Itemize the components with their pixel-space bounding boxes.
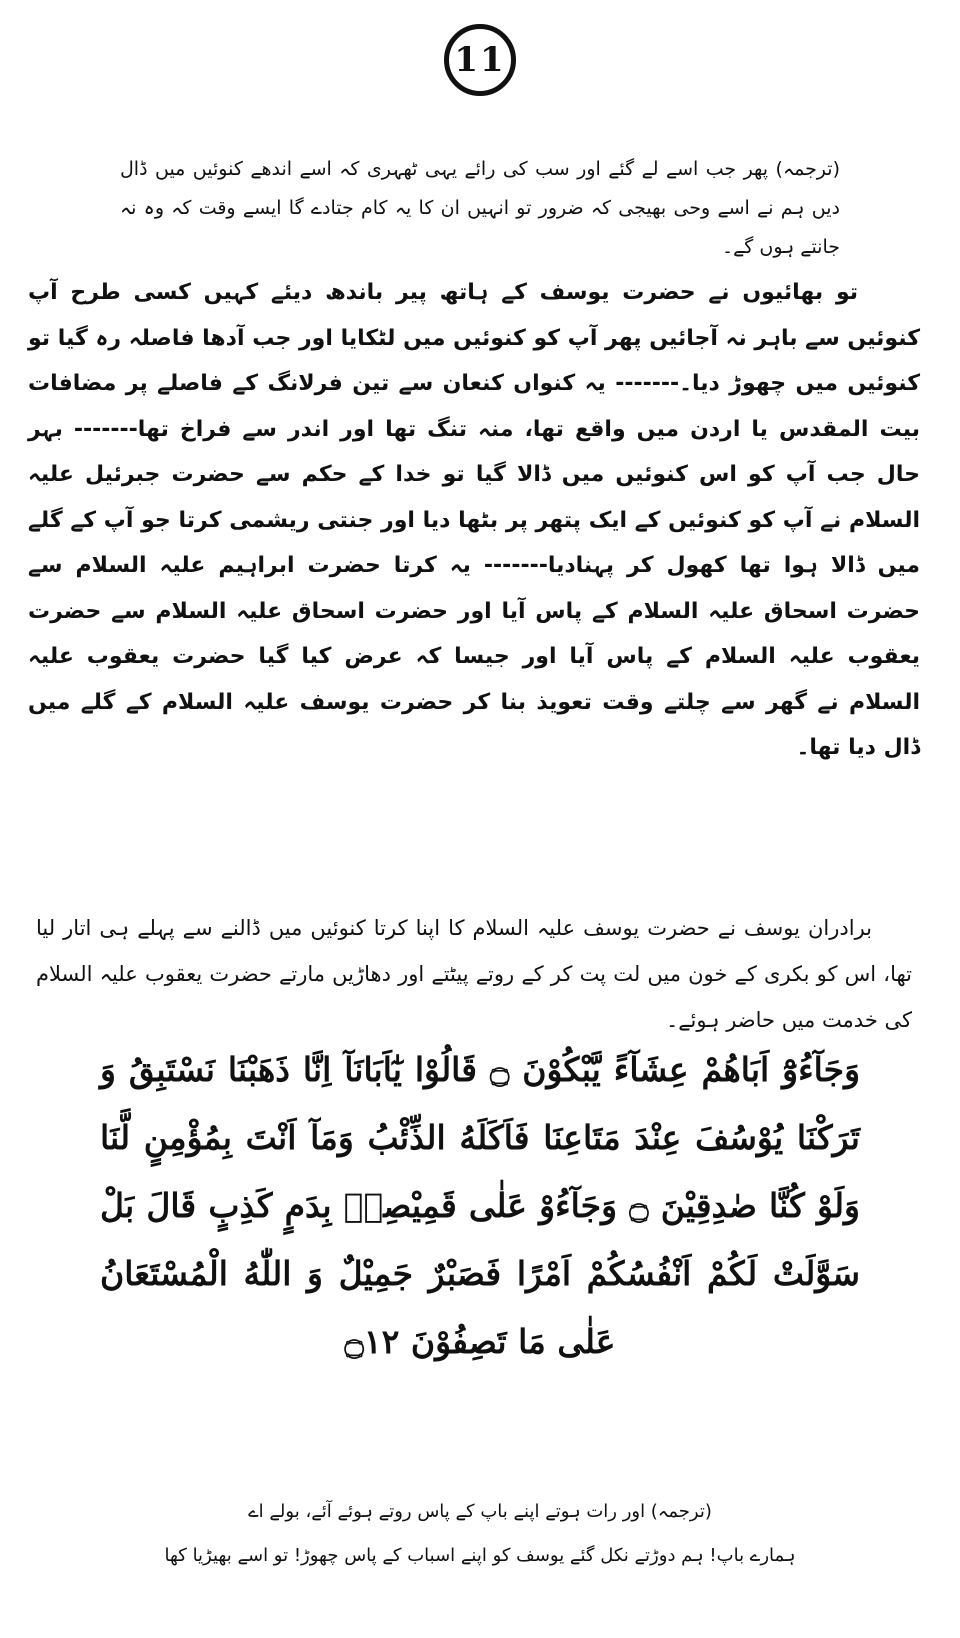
translation-text-1: (ترجمہ) پھر جب اسے لے گئے اور سب کی رائے یہی ٹھہری کہ اسے اندھے کنوئیں میں ڈال دیں ہم نے اسے وحی بھیجی کہ ضرور تو انہیں ان کا یہ کام جتادے گا ایسے وقت کہ وہ نہ جانتے ہوں گے۔	[120, 158, 840, 258]
translation-2-line-1: (ترجمہ) اور رات ہوتے اپنے باپ کے پاس روتے ہوئے آئے، بولے اے	[248, 1501, 712, 1522]
quran-verse-text: وَجَآءُوْٓ اَبَاهُمْ عِشَآءً يَّبْكُوْنَ ۝ قَالُوْا يٰٓاَبَانَآ اِنَّا ذَهَبْنَا نَسْتَبِقُ وَ تَرَكْنَا يُوْسُفَ عِنْدَ مَتَاعِنَا فَاَكَلَهُ الذِّئْبُ وَمَآ اَنْتَ بِمُؤْمِنٍ لَّنَا وَلَوْ كُنَّا صٰدِقِيْنَ ۝ وَجَآءُوْ عَلٰى قَمِيْصِهٖ بِدَمٍ كَذِبٍ قَالَ بَلْ سَوَّلَتْ لَكُمْ اَنْفُسُكُمْ اَمْرًا فَصَبْرٌ جَمِيْلٌ وَ اللّٰهُ الْمُسْتَعَانُ عَلٰى مَا تَصِفُوْنَ ۝۱۲	[100, 1050, 861, 1361]
narrative-paragraph-2	[36, 905, 912, 1043]
quran-verse-block	[100, 1036, 860, 1376]
page-number-badge	[444, 24, 516, 96]
translation-2-line-2: ہمارے باپ! ہم دوڑتے نکل گئے یوسف کو اپنے اسباب کے پاس چھوڑ! تو اسے بھیڑیا کھا	[164, 1545, 796, 1566]
narrative-paragraph-1	[28, 270, 920, 771]
translation-paragraph-2	[150, 1490, 810, 1578]
page-number: 11	[454, 40, 506, 80]
narrative-text-1: تو بھائیوں نے حضرت یوسف کے ہاتھ پیر باندھ دیئے کہیں کسی طرح آپ کنوئیں سے باہر نہ آجائیں پھر آپ کو کنوئیں میں لٹکایا اور جب آدھا فاصلہ رہ گیا تو کنوئیں میں چھوڑ دیا۔------- یہ کنواں کنعان سے تین فرلانگ کے فاصلے پر مضافات بیت المقدس یا اردن میں واقع تھا، منہ تنگ تھا اور اندر سے فراخ تھا------- بہر حال جب آپ کو اس کنوئیں میں ڈالا گیا تو خدا کے حکم سے حضرت جبرئیل علیہ السلام نے آپ کو کنوئیں کے ایک پتھر پر بٹھا دیا اور جنتی ریشمی کرتا جو آپ کے گلے میں ڈالا ہوا تھا کھول کر پہنادیا------- یہ کرتا حضرت ابراہیم علیہ السلام سے حضرت اسحاق علیہ السلام کے پاس آیا اور حضرت اسحاق علیہ السلام سے حضرت یعقوب علیہ السلام کے پاس آیا اور جیسا کہ عرض کیا گیا حضرت یعقوب علیہ السلام نے گھر سے چلتے وقت تعویذ بنا کر حضرت یوسف علیہ السلام کے گلے میں ڈال دیا تھا۔	[28, 280, 920, 760]
narrative-text-2: برادران یوسف نے حضرت یوسف علیہ السلام کا اپنا کرتا کنوئیں میں ڈالنے سے پہلے ہی اتار لیا تھا، اس کو بکری کے خون میں لت پت کر کے روتے پیٹتے اور دھاڑیں مارتے حضرت یعقوب علیہ السلام کی خدمت میں حاضر ہوئے۔	[36, 916, 912, 1032]
translation-paragraph-1	[120, 150, 840, 267]
